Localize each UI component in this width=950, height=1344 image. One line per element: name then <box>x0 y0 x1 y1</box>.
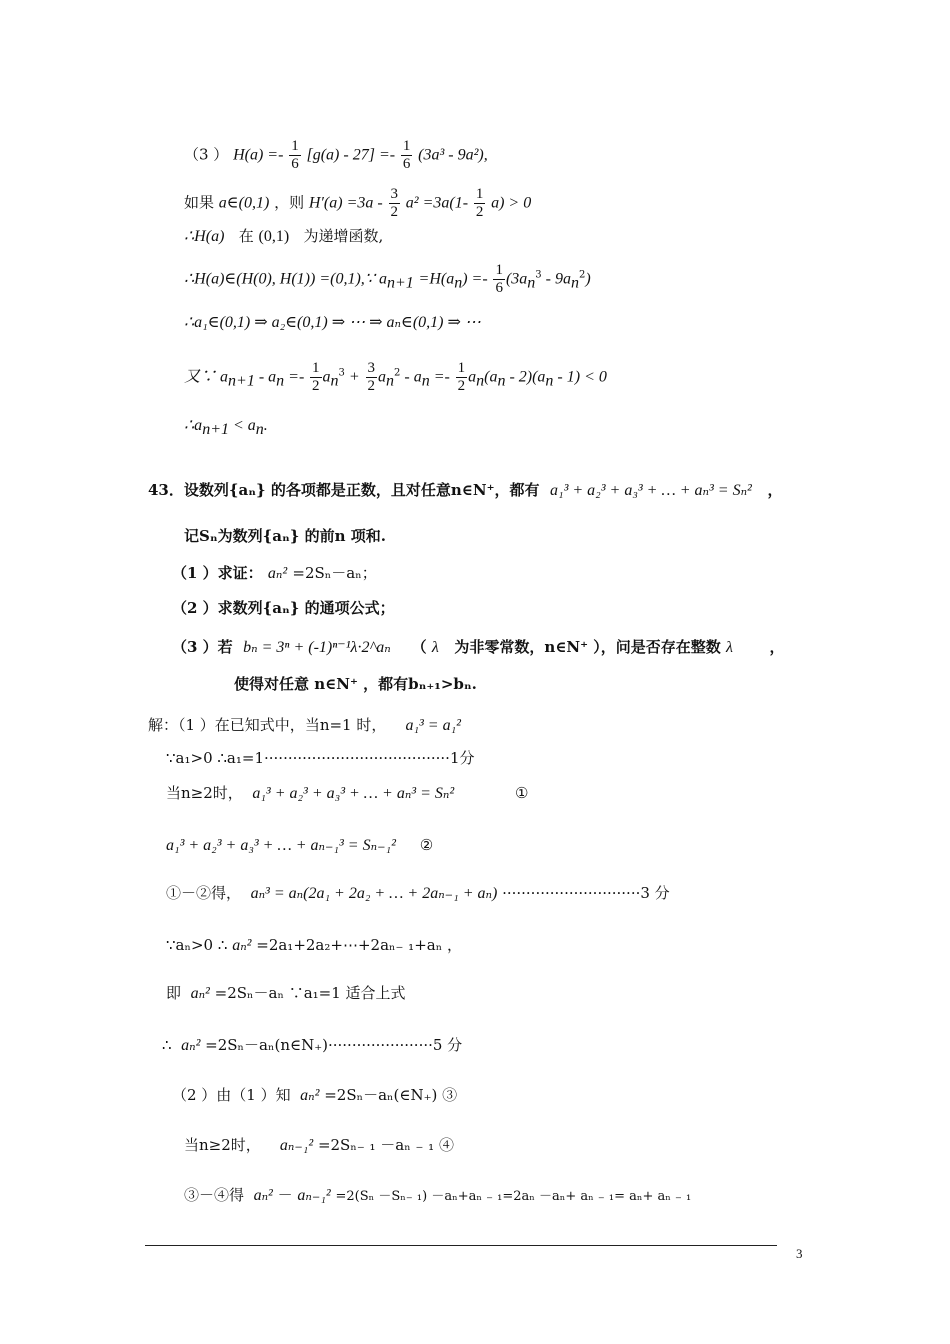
text: 当n≥2时， <box>166 784 243 802</box>
math-expr: aₙ₋₁² <box>279 1137 314 1154</box>
part3-line-4: ∴H(a)∈(H(0), H(1)) =(0,1),∵ $a_{n+1} =H(a_n)$ =- $\frac{1}{6}$ $(3a_n^3 - 9a_n^2)$ <box>184 262 591 296</box>
math-expr: aₙ² <box>181 1037 201 1054</box>
math-expr: =- <box>284 368 305 386</box>
text: =2Sₙ－aₙ； <box>292 564 377 582</box>
text: =2Sₙ－aₙ(n∈N₊)······················5 分 <box>205 1036 463 1054</box>
math-expr: aₙ² <box>267 565 288 582</box>
question-label: （1 ）求证： <box>172 564 263 582</box>
math-expr: a <box>322 368 331 386</box>
math-expr: a² =3a(1- <box>405 194 469 212</box>
part3-line-3 <box>184 226 383 247</box>
math-expr: aₙ₋₁² <box>297 1187 331 1204</box>
text: 为递增函数, <box>303 227 384 245</box>
math-expr: H′(a) =3a - <box>308 194 383 212</box>
text: 为非零常数，n∈N⁺ ），问是否存在整数 <box>454 638 721 656</box>
text: =2(Sₙ －Sₙ₋ ₁) －aₙ+aₙ ₋ ₁=2aₙ －aₙ+ aₙ ₋ ₁= aₙ+ aₙ ₋ ₁ <box>335 1189 692 1204</box>
text: ∴ <box>162 1036 172 1054</box>
problem-text: 43．设数列{aₙ} 的各项都是正数，且对任意n∈N⁺，都有 <box>148 481 540 499</box>
math-expr: + <box>344 368 360 386</box>
solution-line-7 <box>166 974 406 1004</box>
problem-43-q2: （2 ）求数列{aₙ} 的通项公式； <box>172 599 395 617</box>
solution-line-2: ∵a₁>0 ∴a₁=1·······································1分 <box>166 749 475 767</box>
page-number: 3 <box>796 1246 803 1261</box>
question-label: （3 ）若 <box>172 638 233 656</box>
math-expr: . <box>263 417 268 434</box>
math-expr: aₙ² <box>190 985 210 1002</box>
text: （ <box>411 638 427 656</box>
problem-43-q3-cont: 使得对任意 n∈N⁺ ，都有bₙ₊₁>bₙ. <box>234 675 477 693</box>
solution-line-9 <box>172 1076 457 1106</box>
part-label: （3 ） <box>184 145 229 164</box>
math-expr: a₁³ + a₂³ + a₃³ + … + aₙ³ = Sₙ² <box>550 482 752 499</box>
fraction: $\frac{3}{2}$ <box>367 360 375 394</box>
solution-line-4 <box>166 828 433 856</box>
text: ③－④得 <box>184 1186 245 1204</box>
text: ·····························3 分 <box>502 884 670 902</box>
problem-43-q3 <box>172 628 785 658</box>
fraction: $\frac{1}{6}$ <box>291 138 299 172</box>
solution-line-5 <box>166 876 670 904</box>
part3-line-6: 又∵ $a_{n+1} - a_n$ =- $\frac{1}{2}$ $a_n^3$ + $\frac{3}{2}$ $a_n^2 - a_n$ =- $\frac{1}{2}$ $a_n(a_n - 2)(a_n - 1) < 0$ <box>184 360 607 394</box>
math-expr: H(a) =- <box>233 146 284 164</box>
math-expr: (3a <box>505 270 528 288</box>
solution-line-8 <box>162 1026 462 1056</box>
math-expr: λ <box>431 639 439 656</box>
equation-marker: ① <box>514 784 529 802</box>
math-expr: a) > 0 <box>491 194 532 212</box>
text: （2 ）由（1 ）知 <box>172 1086 291 1104</box>
math-expr: =H(a <box>418 270 455 288</box>
text: － <box>277 1186 293 1204</box>
math-expr: - 1) < 0 <box>553 368 607 386</box>
math-expr: ∴a <box>184 417 203 434</box>
problem-43-statement <box>148 480 783 501</box>
solution-line-6 <box>166 926 462 956</box>
math-expr: bₙ = 3ⁿ + (-1)ⁿ⁻¹λ·2^aₙ <box>243 639 391 656</box>
text: 即 <box>166 984 182 1002</box>
text: 解：（1 ）在已知式中，当n=1 时， <box>148 716 387 734</box>
math-expr: ) <box>585 270 591 288</box>
math-expr: a <box>468 368 477 386</box>
math-expr: a₁³ + a₂³ + a₃³ + … + aₙ₋₁³ = Sₙ₋₁² <box>166 837 396 854</box>
math-expr: aₙ² <box>300 1087 320 1104</box>
part3-line-7: $\therefore a_{n+1} < a_n$. <box>184 417 268 438</box>
math-expr: =- <box>429 368 450 386</box>
math-expr: - 9a <box>541 270 571 288</box>
math-expr: a∈(0,1) <box>218 194 270 212</box>
problem-43-note: 记Sₙ为数列{aₙ} 的前n 项和. <box>184 527 386 545</box>
fraction: $\frac{1}{2}$ <box>312 360 320 394</box>
text: =2Sₙ－aₙ(∈N₊) ③ <box>324 1086 458 1104</box>
text: =2a₁+2a₂+⋯+2aₙ₋ ₁+aₙ ， <box>256 936 462 954</box>
math-expr: a <box>378 368 386 386</box>
text: 如果 <box>184 193 215 212</box>
math-expr: λ <box>726 639 733 656</box>
math-expr: ∴H(a)∈(H(0), H(1)) =(0,1),∵ a <box>184 270 387 288</box>
part3-line-1 <box>184 138 488 173</box>
solution-line-1 <box>148 702 461 736</box>
math-expr: ) =- <box>462 270 488 288</box>
text: ， <box>767 481 783 499</box>
math-expr: (a <box>484 368 498 386</box>
fraction: $\frac{1}{2}$ <box>457 360 466 394</box>
solution-line-3 <box>166 776 528 804</box>
math-expr: aₙ³ = aₙ(2a₁ + 2a₂ + … + 2aₙ₋₁ + aₙ) <box>250 885 498 902</box>
math-expr: (3a³ - 9a²), <box>418 146 488 164</box>
fraction: $\frac{1}{6}$ <box>495 262 503 296</box>
math-expr: [g(a) - 27] =- <box>306 146 396 164</box>
math-expr: - a <box>254 368 277 386</box>
math-expr: (0,1) <box>258 228 290 245</box>
solution-line-10 <box>184 1126 454 1156</box>
text: 在 <box>238 227 254 245</box>
part3-line-2 <box>184 186 531 221</box>
math-expr: a₁³ + a₂³ + a₃³ + … + aₙ³ = Sₙ² <box>252 785 455 802</box>
math-expr: ∴H(a) <box>184 228 225 245</box>
math-expr: < a <box>228 417 256 434</box>
equation-marker: ② <box>419 836 434 854</box>
text: =2Sₙ－aₙ ∵a₁=1 适合上式 <box>214 984 406 1002</box>
fraction: $\frac{1}{2}$ <box>475 186 484 220</box>
solution-line-11 <box>184 1176 691 1207</box>
footer-rule <box>145 1245 777 1246</box>
math-expr: - a <box>400 368 422 386</box>
fraction: $\frac{1}{6}$ <box>402 138 411 172</box>
math-expr: aₙ² <box>253 1187 273 1204</box>
fraction: $\frac{3}{2}$ <box>390 186 398 220</box>
math-expr: 又∵ a <box>184 368 229 386</box>
text: 当n≥2时， <box>184 1136 261 1154</box>
text: ， <box>769 638 785 656</box>
text: ，则 <box>274 193 305 212</box>
math-expr: a₁³ = a₁² <box>405 717 461 734</box>
math-expr: - 2)(a <box>505 368 546 386</box>
problem-43-q1 <box>172 554 377 584</box>
text: ∵aₙ>0 ∴ <box>166 936 228 954</box>
part3-line-5: ∴a₁∈(0,1) ⇒ a₂∈(0,1) ⇒ ⋯ ⇒ aₙ∈(0,1) ⇒ ⋯ <box>184 314 481 331</box>
text: =2Sₙ₋ ₁ －aₙ ₋ ₁ ④ <box>317 1136 454 1154</box>
math-expr: aₙ² <box>232 937 252 954</box>
text: ①－②得， <box>166 884 242 902</box>
